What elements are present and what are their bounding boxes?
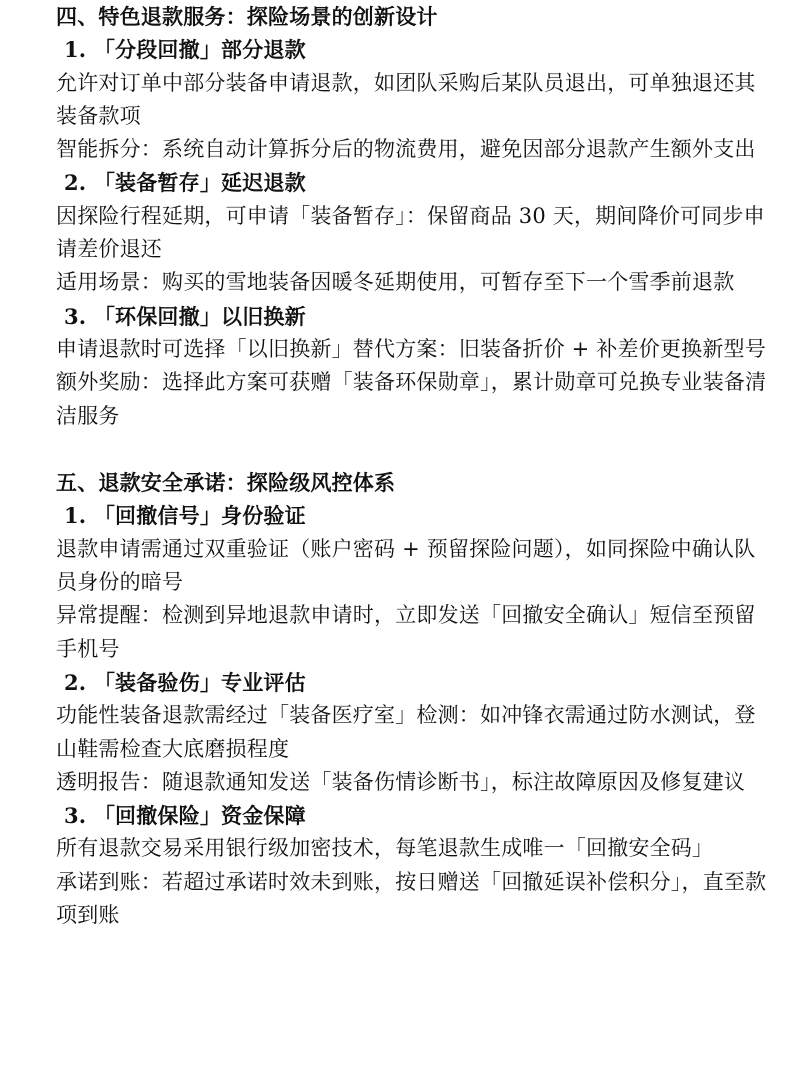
section-4-title: 四、特色退款服务：探险场景的创新设计 (56, 4, 438, 29)
section-4-item-3-paragraph-1: 申请退款时可选择「以旧换新」替代方案：旧装备折价 + 补差价更换新型号 (56, 336, 766, 361)
section-spacer (56, 433, 779, 466)
section-4-item-2-paragraph-1: 因探险行程延期，可申请「装备暂存」：保留商品 30 天，期间降价可同步申请差价退还 (56, 203, 765, 262)
section-5-item-2-paragraph-2: 透明报告：随退款通知发送「装备伤情诊断书」，标注故障原因及修复建议 (56, 769, 746, 794)
section-5-title: 五、退款安全承诺：探险级风控体系 (56, 470, 396, 496)
section-5-item-1-heading: 1. 「回撤信号」身份验证 (64, 503, 306, 529)
section-5-item-3-paragraph-1: 所有退款交易采用银行级加密技术，每笔退款生成唯一「回撤安全码」 (56, 836, 714, 861)
section-4-item-1-paragraph-2: 智能拆分：系统自动计算拆分后的物流费用，避免因部分退款产生额外支出 (56, 137, 756, 162)
section-4-item-2-paragraph-2: 适用场景：购买的雪地装备因暖冬延期使用，可暂存至下一个雪季前退款 (56, 270, 735, 295)
section-5-item-3-heading: 3. 「回撤保险」资金保障 (64, 803, 306, 829)
section-5-item-3-paragraph-2: 承诺到账：若超过承诺时效未到账，按日赠送「回撤延误补偿积分」，直至款项到账 (56, 869, 767, 928)
section-4-item-3-paragraph-2: 额外奖励：选择此方案可获赠「装备环保勋章」，累计勋章可兑换专业装备清洁服务 (56, 370, 767, 428)
section-4-item-1-paragraph-1: 允许对订单中部分装备申请退款，如团队采购后某队员退出，可单独退还其装备款项 (56, 70, 756, 128)
section-5-item-2-heading: 2. 「装备验伤」专业评估 (64, 669, 306, 695)
section-5-item-2-paragraph-1: 功能性装备退款需经过「装备医疗室」检测：如冲锋衣需通过防水测试，登山鞋需检查大底磨损程度 (56, 703, 756, 761)
section-5-item-1-paragraph-1: 退款申请需通过双重验证（账户密码 + 预留探险问题），如同探险中确认队员身份的暗号 (56, 536, 756, 595)
section-4-item-2-heading: 2. 「装备暂存」延迟退款 (64, 170, 306, 196)
section-4-item-1-heading: 1. 「分段回撤」部分退款 (64, 37, 306, 63)
section-5-item-1-paragraph-2: 异常提醒：检测到异地退款申请时，立即发送「回撤安全确认」短信至预留手机号 (56, 603, 756, 661)
section-4-item-3-heading: 3. 「环保回撤」以旧换新 (64, 303, 306, 329)
